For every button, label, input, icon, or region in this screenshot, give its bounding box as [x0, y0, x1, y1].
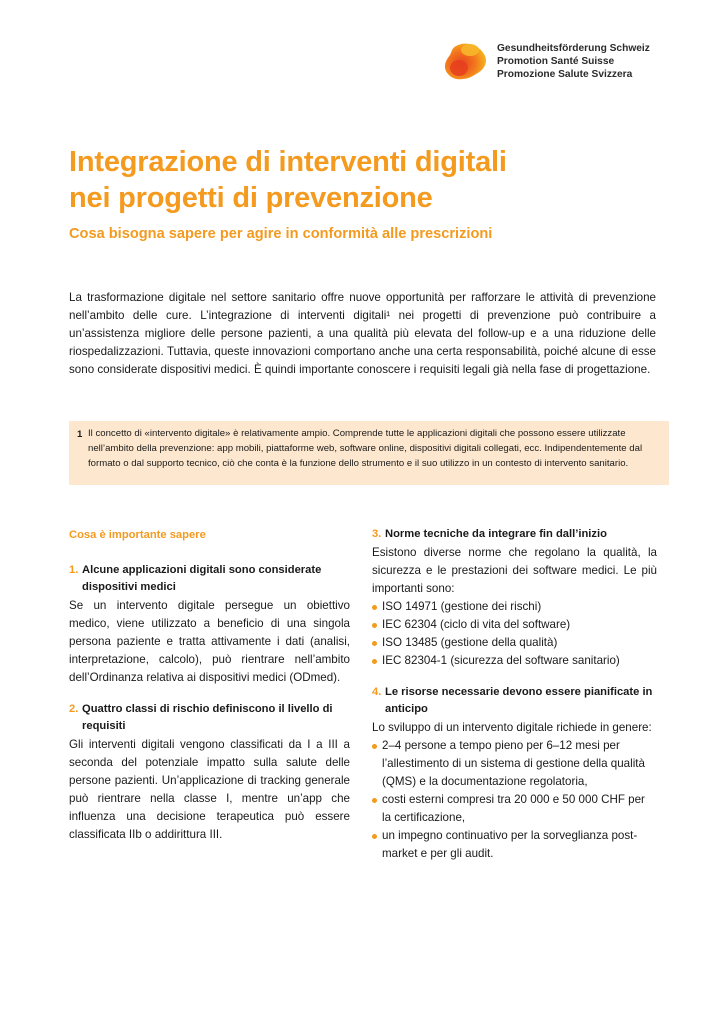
logo-text: [497, 42, 650, 82]
standards-list: [372, 598, 657, 670]
logo: [440, 40, 670, 84]
page-title-line-1: Integrazione di interventi digitali: [69, 146, 507, 178]
section-heading-text: Alcune applicazioni digitali sono considerate dispositivi medici: [82, 564, 322, 593]
section-heading: [69, 562, 350, 596]
section-number: 2.: [69, 703, 79, 715]
section-body: Se un intervento digitale persegue un obiettivo medico, viene utilizzato a beneficio di una singola persona paziente e tratta attivamente i dati (analisi, interpretazione, calcolo), può rientrare nell’ambito dell’Ordinanza relativa ai dispositivi medici (ODmed).: [69, 599, 350, 684]
logo-line-fr: Promotion Santé Suisse: [497, 56, 615, 68]
section-body: Lo sviluppo di un intervento digitale richiede in genere:: [372, 721, 652, 734]
footnote-box: [69, 421, 669, 485]
section-body: Gli interventi digitali vengono classificati da I a III a seconda del potenziale impatto sulla salute delle persone pazienti. Un’applicazione di tracking generale può rientrare nella classe I, mentre un’app che influenza una decisione terapeutica può essere classificata IIb o addirittura III.: [69, 738, 350, 841]
section-heading: [372, 684, 657, 718]
section-number: 3.: [372, 528, 382, 540]
section-heading: [69, 701, 350, 735]
section-heading-text: Le risorse necessarie devono essere pianificate in anticipo: [385, 686, 653, 715]
section-1: [69, 562, 350, 687]
section-number: 1.: [69, 564, 79, 576]
intro-paragraph: La trasformazione digitale nel settore sanitario offre nuove opportunità per rafforzare le attività di prevenzione nell’ambito delle cure. L’integrazione di interventi digitali¹ nei progetti di prevenzione può contribuire a un’assistenza migliore delle persone pazienti, a una qualità più elevata del follow-up e a una riduzione delle riospedalizzazioni. Tuttavia, queste innovazioni comportano anche una certa responsabilità, poiché alcune di esse sono considerate dispositivi medici. È quindi importante conoscere i requisiti legali già nella fase di progettazione.: [69, 291, 656, 376]
list-item: IEC 62304 (ciclo di vita del software): [372, 616, 657, 634]
list-item: costi esterni compresi tra 20 000 e 50 000 CHF per la certificazione,: [372, 791, 657, 827]
logo-mark-icon: [440, 40, 490, 84]
left-column: [69, 526, 350, 858]
section-3: [372, 526, 657, 670]
section-heading-text: Norme tecniche da integrare fin dall’inizio: [385, 528, 607, 540]
section-2: [69, 701, 350, 844]
page-subtitle: Cosa bisogna sapere per agire in conformità alle prescrizioni: [69, 226, 493, 242]
section-heading-text: Quattro classi di rischio definiscono il livello di requisiti: [82, 703, 333, 732]
section-body: Esistono diverse norme che regolano la qualità, la sicurezza e le prestazioni dei software medici. Le più importanti sono:: [372, 546, 657, 595]
footnote-number: 1: [77, 429, 83, 440]
section-heading: [372, 526, 657, 543]
footnote-text: Il concetto di «intervento digitale» è relativamente ampio. Comprende tutte le applicazioni digitali che possono essere utilizzate nell’ambito della prevenzione: app mobili, piattaforme web, software online, dispositivi digitali collegati, ecc. Indipendentemente dal formato o dal supporto tecnico, ciò che conta è la funzione dello strumento e il suo utilizzo in un contesto di intervento sanitario.: [88, 428, 643, 469]
section-number: 4.: [372, 686, 382, 698]
page-title-line-2: nei progetti di prevenzione: [69, 182, 433, 214]
resources-list: [372, 737, 657, 863]
logo-line-it: Promozione Salute Svizzera: [497, 69, 633, 81]
column-label: Cosa è importante sapere: [69, 529, 206, 541]
right-column: [372, 526, 657, 877]
list-item: ISO 13485 (gestione della qualità): [372, 634, 657, 652]
section-4: [372, 684, 657, 863]
list-item: un impegno continuativo per la sorveglianza post-market e per gli audit.: [372, 827, 657, 863]
list-item: ISO 14971 (gestione dei rischi): [372, 598, 657, 616]
list-item: IEC 82304-1 (sicurezza del software sanitario): [372, 652, 657, 670]
logo-line-de: Gesundheitsförderung Schweiz: [497, 43, 650, 54]
list-item: 2–4 persone a tempo pieno per 6–12 mesi per l’allestimento di un sistema di gestione della qualità (QMS) e la documentazione regolatoria,: [372, 737, 657, 791]
page-title: [69, 144, 669, 216]
